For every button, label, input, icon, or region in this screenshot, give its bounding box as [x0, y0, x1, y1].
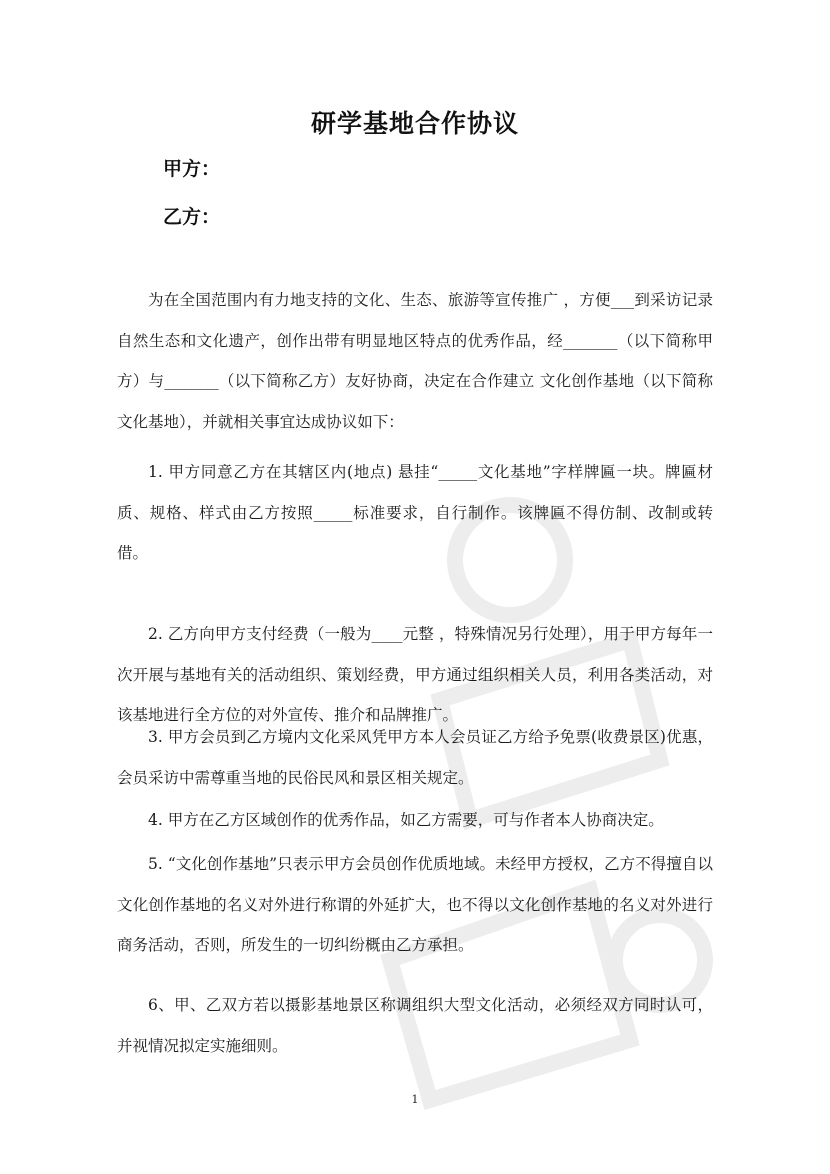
clause-4: 4. 甲方在乙方区域创作的优秀作品，如乙方需要，可与作者本人协商决定。: [148, 811, 664, 829]
clause-1: 1. 甲方同意乙方在其辖区内(地点) 悬挂“_____文化基地”字样牌匾一块。牌匾材质、规格、样式由乙方按照_____标准要求，自行制作。该牌匾不得仿制、改制或转借。: [117, 463, 713, 562]
party-a-label: 甲方：: [163, 158, 221, 180]
clause-2: 2. 乙方向甲方支付经费（一般为____元整 ，特殊情况另行处理），用于甲方每年一次开展与基地有关的活动组织、策划经费，甲方通过组织相关人员，利用各类活动，对该基地进行全方位的对外宣传、推介和品牌推广。: [117, 625, 713, 724]
clause-6: 6、甲、乙双方若以摄影基地景区称调组织大型文化活动，必须经双方同时认可，并视情况拟定实施细则。: [117, 996, 713, 1055]
intro-paragraph: 为在全国范围内有力地支持的文化、生态、旅游等宣传推广 ，方便___到采访记录自然生态和文化遗产，创作出带有明显地区特点的优秀作品，经_______（以下简称甲方）与_______（以下简称乙方）友好协商，决定在合作建立 文化创作基地（以下简称文化基地），并就相关事宜达成协议如下：: [117, 291, 713, 431]
clause-5: 5. “文化创作基地”只表示甲方会员创作优质地域。未经甲方授权，乙方不得擅自以文化创作基地的名义对外进行称谓的外延扩大，也不得以文化创作基地的名义对外进行商务活动，否则，所发生的一切纠纷概由乙方承担。: [117, 855, 713, 954]
document-title: 研学基地合作协议: [310, 109, 519, 138]
page-number: 1: [411, 1093, 419, 1106]
clause-3: 3. 甲方会员到乙方境内文化采风凭甲方本人会员证乙方给予免票(收费景区)优惠，会员采访中需尊重当地的民俗民风和景区相关规定。: [117, 728, 713, 787]
party-b-label: 乙方：: [163, 206, 221, 228]
